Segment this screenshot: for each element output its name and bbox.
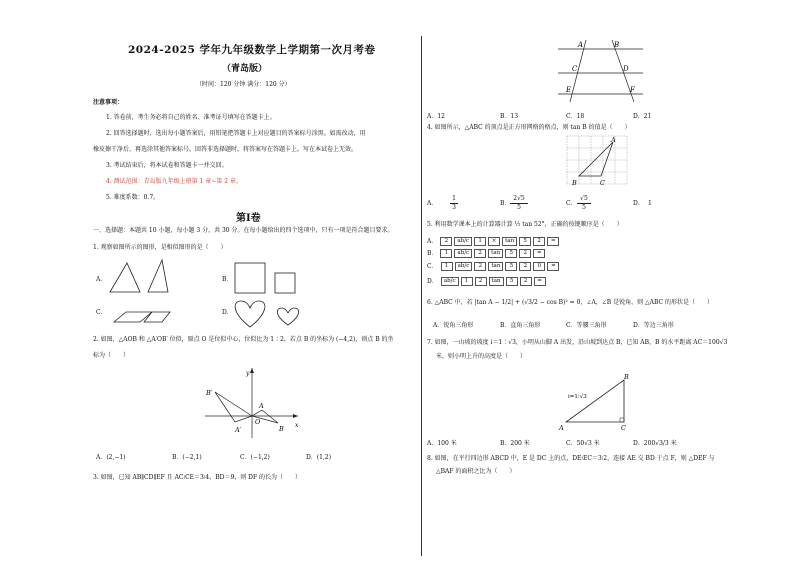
calc-key: × [488,237,500,246]
notes-heading: 注意事项： [93,99,124,106]
exam-edition: （青岛版） [222,64,268,74]
x-arrow [293,414,298,418]
q2-option-d: D．(1,2) [306,454,332,461]
calc-key: 5 [505,249,517,258]
note-4: 4. 测试范围：青岛版九年级上册第 1 章~第 2 章。 [106,178,242,185]
q4-option-a-num: 1 [452,195,456,202]
q2-option-b: B．(−2,1) [172,454,202,461]
calc-key: ab/c [441,277,459,286]
calc-key: 5 [505,262,517,271]
note-5: 5. 难度系数：0.7。 [106,194,160,201]
calc-key: = [534,277,546,286]
calc-key: 2 [519,249,531,258]
q7-option-c: C．50√3 米 [566,440,600,447]
label-f: F [630,86,635,94]
q1-figures [100,255,410,330]
q4-stem: 4. 如图所示，△ABC 的顶点是正方形网格的格点，则 tan B 的值是（ ） [427,124,631,131]
q7-option-b: B．200 米 [500,440,530,447]
calc-key: 5 [506,277,518,286]
q5-row-c-label: C． [427,262,438,270]
heart-d2 [277,308,298,325]
q2-option-a: A．(2,−1) [96,454,126,461]
calc-key: 2 [520,277,532,286]
label-a: A [578,41,584,49]
calc-key: = [547,262,559,271]
calc-key: 1 [461,277,473,286]
parallelogram-c1 [114,312,152,322]
q4-option-d-letter: D． [633,200,644,207]
q5-stem: 5. 利用数学课本上的计算器计算 ½ tan 52°，正确的按键顺序是（ ） [427,221,623,228]
q4-figure [562,133,632,190]
label-a: A [559,424,564,432]
rect-b2 [275,273,295,293]
triangle-a1ob1 [215,392,252,422]
q5-row-d-label: D． [427,277,438,285]
q3-option-d: D．21 [633,113,652,120]
q2-stem-1: 2. 如图，△AOB 和 △A′OB′ 位似，原点 O 是位似中心，位似比为 1∶2，若点 B 的坐标为 (−4,2)，则点 B 的坐 [93,336,394,343]
q5-row-b-label: B． [427,249,438,257]
slope-triangle [566,380,624,422]
note-3: 3. 考试结束后，将本试卷和答题卡一并交回。 [106,162,228,169]
exam-title: 2024-2025 学年九年级数学上学期第一次月考卷 [128,44,376,56]
calc-key: 2 [533,237,545,246]
q5-row-c [427,262,559,271]
grid [567,136,627,184]
q1-label-d: D． [222,309,233,316]
calc-key: 1 [441,262,453,271]
y-arrow [250,368,254,373]
square-b1 [235,263,265,293]
q7-stem-1: 7. 如图，一山坡的坡度 i＝1∶√3，小明从山脚 A 出发，沿山坡到达点 B，已知 AB，B 的水平距离 AC＝100√3 [427,339,728,346]
q1-label-c: C． [96,309,107,316]
q6-option-c: C．等腰三角形 [566,322,607,329]
note-2-cont: 橡皮擦干净后，再选涂其他答案标号。回答非选择题时，将答案写在答题卡上。写在本试卷上无效。 [93,146,358,153]
q2-option-c: C．(−1,2) [240,454,270,461]
q1-label-b: B． [222,276,233,283]
note-1: 1. 答卷前，考生务必将自己的姓名、准考证号填写在答题卡上。 [106,114,276,121]
q5-row-b-keys [440,249,545,258]
label-b: B [624,373,629,381]
label-d: D [623,65,629,73]
q7-option-d: D．200√3/3 米 [633,440,677,447]
q5-row-a-keys [440,237,559,246]
note-2: 2. 回答选择题时，选出每小题答案后，用铅笔把答题卡上对应题目的答案标号涂黑。如需改动，用 [106,130,366,137]
q5-row-d-keys [441,277,546,286]
calc-key: 1 [474,237,486,246]
calc-key: ab/c [455,262,473,271]
parallelogram-c2 [144,312,170,322]
exam-info: （时间：120 分钟 满分：120 分） [196,81,291,88]
calc-key: tan [488,262,503,271]
q6-option-a: A．锐角三角形 [433,322,474,329]
q3-figure [548,38,648,104]
q3-option-c: C．18 [566,113,585,120]
q5-row-d [427,277,546,286]
triangle-a2 [148,260,168,292]
q4-option-a-den: 3 [452,204,456,211]
q2-figure [195,365,315,440]
q6-stem: 6. △ABC 中，若 |tan A − 1/2| + (√3/2 − cos B)² = 0，∠A，∠B 是锐角，则 △ABC 的形状是（ ） [427,299,713,306]
q7-figure [555,372,635,432]
q4-option-b-den: 5 [517,204,521,211]
q8-stem-2: △BAF 的面积之比为（ ） [436,468,516,475]
label-a: A [611,136,616,144]
label-a1: A′ [235,426,242,434]
label-b1: B′ [206,389,213,397]
calc-key: = [547,237,559,246]
label-e: E [566,86,572,94]
calc-key: 1 [440,249,452,258]
label-b: B [614,41,620,49]
column-divider [421,36,422,556]
calc-key: 2 [440,237,452,246]
label-c: C [600,179,605,187]
label-o: O [255,418,261,426]
q3-option-b: B．13 [500,113,519,120]
q4-option-b-letter: B． [500,200,511,207]
label-c: C [621,424,626,432]
label-b: B [279,425,284,433]
calc-key: tan [489,277,504,286]
label-c: C [572,65,578,73]
q3-option-a: A．12 [427,113,445,120]
q4-option-b-num: 2√5 [513,195,525,202]
q6-option-d: D．等边三角形 [633,322,674,329]
q5-row-c-keys [441,262,560,271]
q7-option-a: A．100 米 [427,440,457,447]
q4-option-c-letter: C． [566,200,577,207]
calc-key: 2 [475,277,487,286]
label-a: A [259,402,264,410]
section-instruction: 一、选择题：本题共 10 小题，每小题 3 分，共 30 分。在每小题给出的四个选项中，只有一项是符合题目要求。 [93,227,394,234]
calc-key: 2 [519,262,531,271]
q4-option-c-den: 5 [582,204,586,211]
triangle-a1 [110,263,140,292]
q1-label-a: A． [96,276,107,283]
q4-option-c-num: √5 [580,195,588,202]
label-y: y [246,370,250,377]
q5-row-b [427,249,545,258]
calc-key: = [533,249,545,258]
calc-key: ab/c [454,249,472,258]
right-angle-mark [620,418,624,422]
calc-key: 0 [533,262,545,271]
q4-option-a-letter: A． [427,200,438,207]
q5-row-a [427,237,559,246]
label-b: B [572,179,577,187]
calc-key: tan [488,249,503,258]
label-slope: i=1:√3 [568,394,587,400]
section-title: 第Ⅰ卷 [236,213,261,224]
q3-stem: 3. 如图，已知 AB∥CD∥EF 且 AC∶CE＝3∶4，BD＝9，则 DF 的长为（ ） [93,474,302,481]
calc-key: 5 [519,237,531,246]
heart-d1 [235,301,265,327]
q2-stem-2: 标为（ ） [93,352,130,359]
triangle-abc [579,142,613,176]
label-x: x [295,422,299,429]
q6-option-b: B．直角三角形 [500,322,541,329]
q7-stem-2: 米，则小明上升的高度是（ ） [436,353,527,360]
calc-key: 2 [474,262,486,271]
q8-stem-1: 8. 如图，在平行四边形 ABCD 中，E 是 DC 上的点，DE∶EC＝3∶2，连接 AE 交 BD 于点 F，则 △DEF 与 [427,455,715,462]
calc-key: ab/c [454,237,472,246]
q1-stem: 1. 观察如图所示的图形，是相似图形的是（ ） [93,244,227,251]
q5-row-a-label: A． [427,237,438,245]
q4-option-d-value: 1 [648,200,652,207]
calc-key: 2 [474,249,486,258]
calc-key: tan [502,237,517,246]
